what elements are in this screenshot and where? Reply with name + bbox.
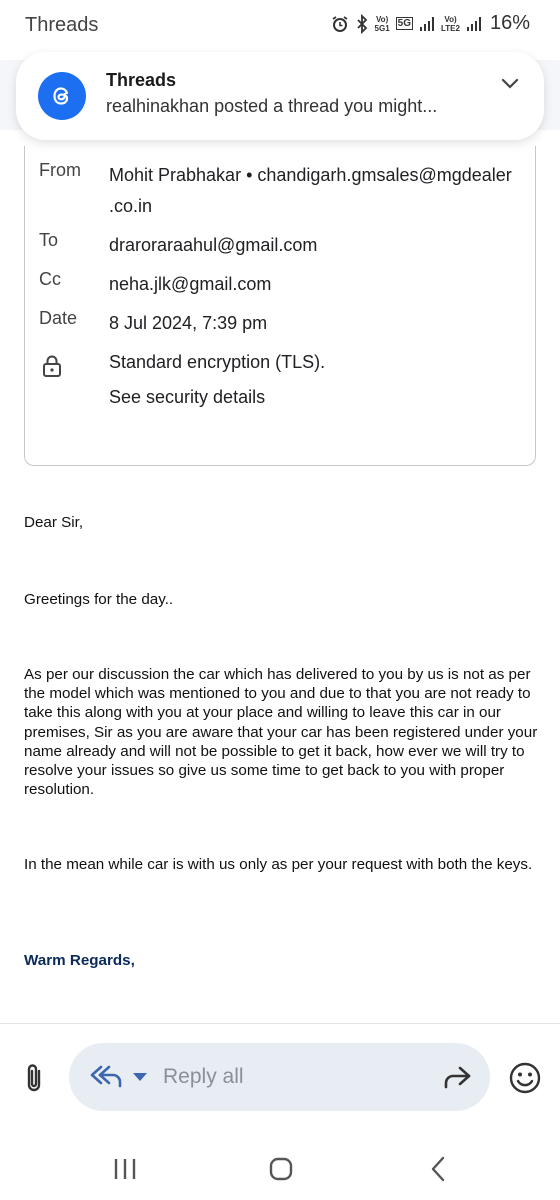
status-bar <box>0 0 560 52</box>
bluetooth-icon <box>355 14 369 34</box>
cc-label: Cc <box>39 269 61 289</box>
signal-icon <box>466 16 482 32</box>
date-label: Date <box>39 308 78 328</box>
threads-icon <box>38 72 86 120</box>
to-label: To <box>39 230 59 250</box>
date-value: 8 Jul 2024, 7:39 pm <box>109 313 268 333</box>
network-1-label: Vo) 5G1 <box>374 14 390 33</box>
recents-icon[interactable] <box>110 1154 140 1184</box>
status-icons <box>331 12 530 35</box>
notification-card[interactable] <box>16 52 544 140</box>
signal-icon <box>419 16 435 32</box>
email-signoff: Warm Regards, <box>24 952 135 969</box>
reply-all-button[interactable] <box>69 1043 490 1111</box>
see-security-details-link[interactable]: See security details <box>109 387 266 407</box>
email-details-card <box>24 146 536 466</box>
reply-all-label: Reply all <box>163 1065 244 1088</box>
from-label: From <box>39 160 81 180</box>
home-icon[interactable] <box>266 1154 296 1184</box>
email-line-greetings: Greetings for the day.. <box>24 591 174 608</box>
battery-level: 16% <box>489 12 530 34</box>
back-icon[interactable] <box>424 1154 454 1184</box>
email-paragraph-1: As per our discussion the car which has delivered to you by us is not as per the model which was mentioned to you and due to that you are not ready to take this along with you at your place and willing to leave this car in our premises, Sir as you are aware that your car has been registered under your name already and will not be possible to get it back, how ever we will try to resolve your issues so give us some time to get back to you with proper resolution. <box>24 666 538 799</box>
email-paragraph-2: In the mean while car is with us only as per your request with both the keys. <box>24 856 533 873</box>
to-value[interactable]: draroraraahul@gmail.com <box>109 235 318 255</box>
lock-icon <box>41 354 63 378</box>
reply-all-icon[interactable] <box>89 1063 123 1091</box>
notification-title: Threads <box>106 70 177 90</box>
emoji-icon[interactable] <box>508 1061 542 1095</box>
attach-icon[interactable] <box>20 1062 48 1094</box>
reply-divider <box>0 1023 560 1024</box>
alarm-icon <box>331 15 349 33</box>
chevron-down-icon[interactable] <box>498 72 522 96</box>
forward-icon[interactable] <box>442 1063 472 1091</box>
from-value[interactable]: Mohit Prabhakar • chandigarh.gmsales@mgdealer .co.in <box>109 165 512 216</box>
email-greeting: Dear Sir, <box>24 514 84 531</box>
system-nav-bar <box>0 1140 560 1200</box>
5g-label: 5G <box>397 18 411 29</box>
status-app-name: Threads <box>25 14 99 36</box>
cc-value[interactable]: neha.jlk@gmail.com <box>109 274 272 294</box>
notification-text: realhinakhan posted a thread you might... <box>106 96 438 116</box>
network-2-label: Vo) LTE2 <box>441 14 460 33</box>
reply-options-caret[interactable] <box>133 1073 147 1081</box>
encryption-text: Standard encryption (TLS). <box>109 352 326 372</box>
